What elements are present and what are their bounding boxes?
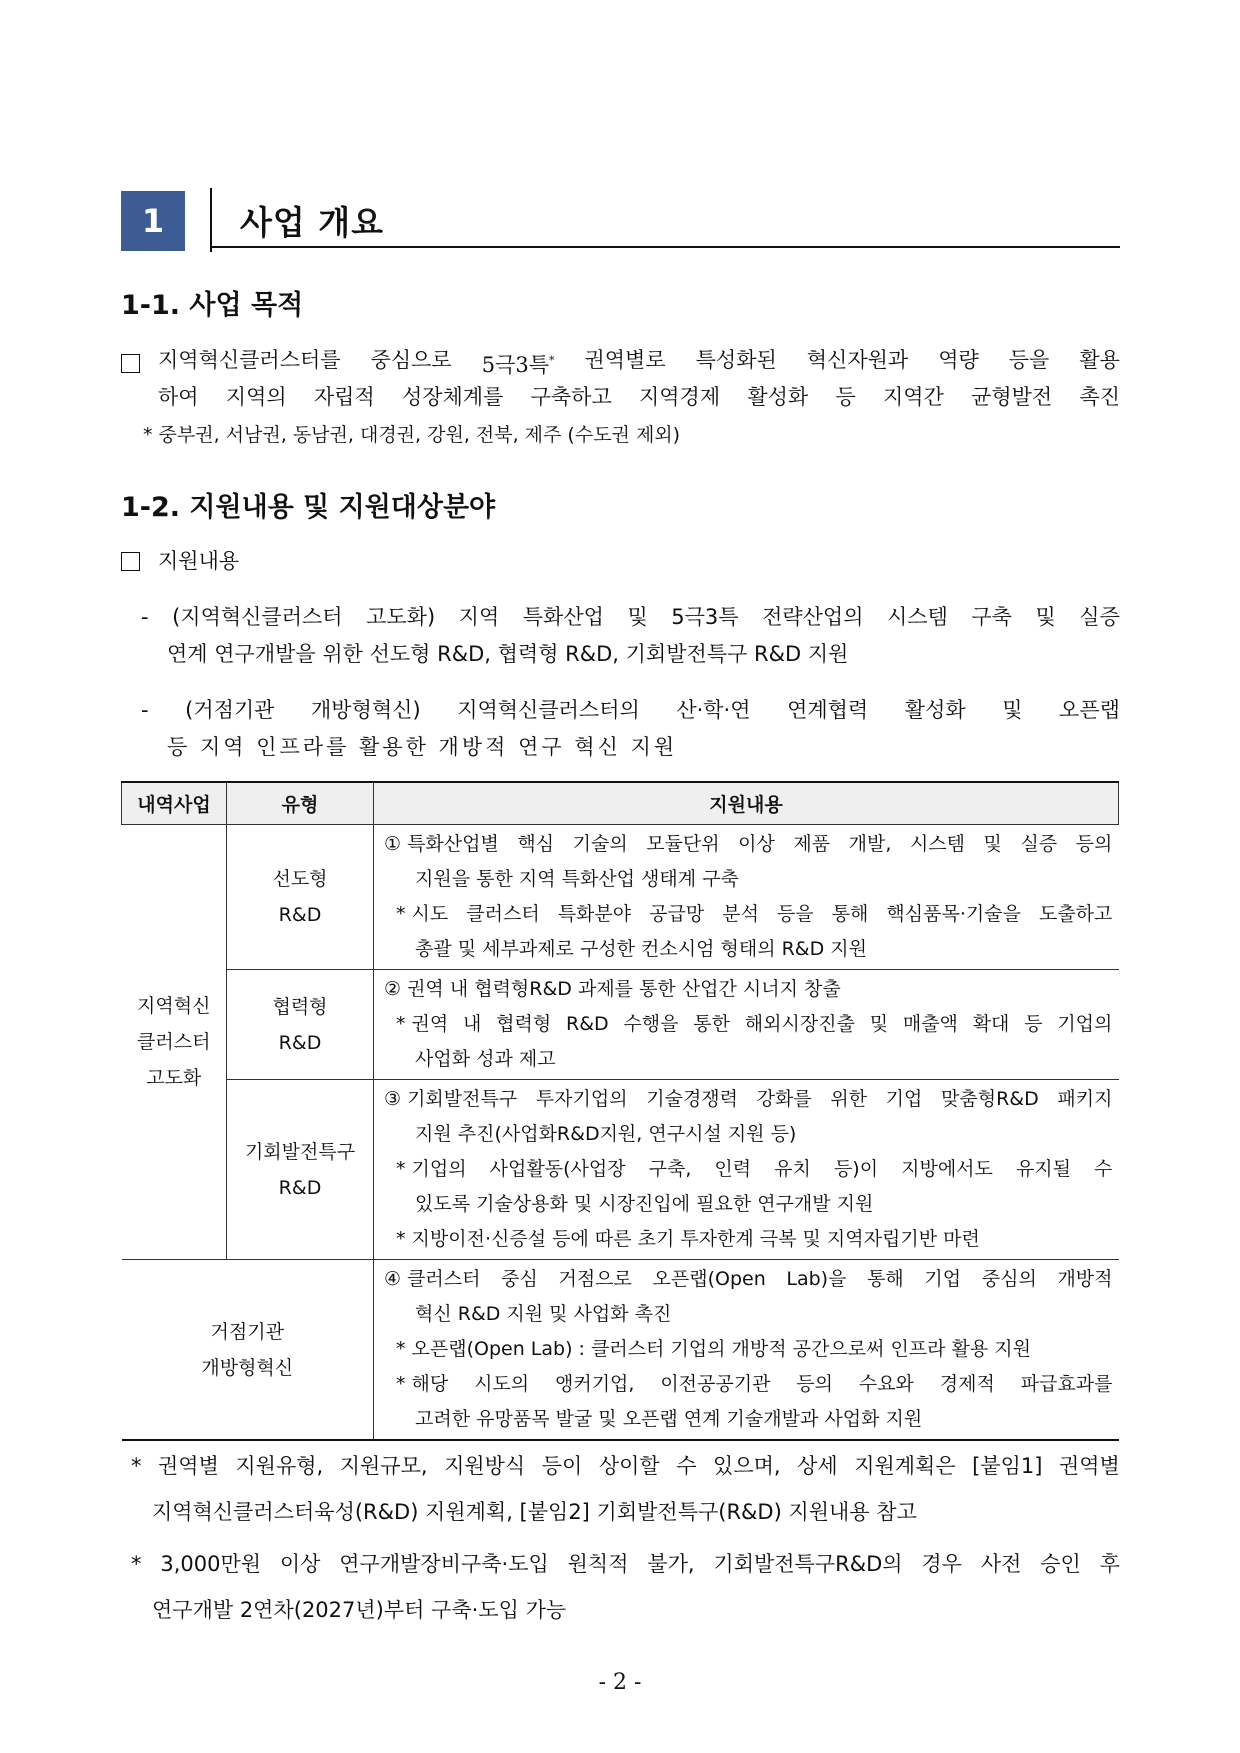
type-cell-cooperative: 협력형 R&D [227, 970, 374, 1080]
support-dash-1-line-1: - (지역혁신클러스터 고도화) 지역 특화산업 및 5극3특 전략산업의 시스템 구축 및 실증 [141, 605, 1120, 629]
section-number-box [121, 191, 185, 251]
checkbox-bullet [121, 552, 140, 571]
table-header-type: 유형 [227, 782, 374, 825]
section-divider [210, 188, 212, 252]
table-header-content: 지원내용 [374, 782, 1119, 825]
section-title: 사업 개요 [240, 203, 385, 242]
support-content-label: 지원내용 [158, 549, 240, 573]
group-cell-cluster: 지역혁신 클러스터 고도화 [122, 825, 227, 1260]
type-cell-leading: 선도형 R&D [227, 825, 374, 970]
table-row [122, 1080, 1119, 1260]
subsection-title-purpose: 1-1. 사업 목적 [121, 290, 304, 321]
table-header-program: 내역사업 [122, 782, 227, 825]
content-cell-cooperative: ② 권역 내 협력형R&D 과제를 통한 산업간 시너지 창출 * 권역 내 협력형 R&D 수행을 통한 해외시장진출 및 매출액 확대 등 기업의 사업화 성과 제고 [374, 970, 1119, 1080]
content-cell-hub: ④ 클러스터 중심 거점으로 오픈랩(Open Lab)을 통해 기업 중심의 개방적 혁신 R&D 지원 및 사업화 촉진 * 오픈랩(Open Lab) : 클러스터 기업의 개방적 공간으로써 인프라 활용 지원 * 해당 시도의 앵커기업, 이전공공기관 등의 수요와 경제적 파급효과를 고려한 유망품목 발굴 및 오픈랩 연계 기술개발과 사업화 지원 [374, 1260, 1119, 1441]
support-dash-1-line-2: 연계 연구개발을 위한 선도형 R&D, 협력형 R&D, 기회발전특구 R&D 지원 [167, 642, 849, 666]
table-row [122, 825, 1119, 970]
support-dash-2-line-2: 등 지역 인프라를 활용한 개방적 연구 혁신 지원 [167, 735, 678, 759]
subsection-title-support: 1-2. 지원내용 및 지원대상분야 [121, 492, 496, 523]
purpose-footnote: * 중부권, 서남권, 동남권, 대경권, 강원, 전북, 제주 (수도권 제외) [143, 424, 681, 446]
group-cell-hub: 거점기관 개방형혁신 [122, 1260, 374, 1441]
type-cell-opportunity-zone: 기회발전특구 R&D [227, 1080, 374, 1260]
section-underline [212, 246, 1120, 248]
page-number: - 2 - [598, 1670, 642, 1695]
footnote-2-line-1: * 3,000만원 이상 연구개발장비구축·도입 원칙적 불가, 기회발전특구R&D의 경우 사전 승인 후 [131, 1552, 1120, 1576]
footnote-2-line-2: 연구개발 2연차(2027년)부터 구축·도입 가능 [152, 1598, 567, 1622]
section-number: 1 [141, 202, 165, 240]
content-cell-opportunity-zone: ③ 기회발전특구 투자기업의 기술경쟁력 강화를 위한 기업 맞춤형R&D 패키지 지원 추진(사업화R&D지원, 연구시설 지원 등) * 기업의 사업활동(사업장 구축, 인력 유치 등)이 지방에서도 유지될 수 있도록 기술상용화 및 시장진입에 필요한 연구개발 지원 * 지방이전·신증설 등에 따른 초기 투자한계 극복 및 지역자립기반 마련 [374, 1080, 1119, 1260]
support-dash-2-line-1: - (거점기관 개방형혁신) 지역혁신클러스터의 산·학·연 연계협력 활성화 및 오픈랩 [141, 698, 1120, 722]
footnote-1-line-2: 지역혁신클러스터육성(R&D) 지원계획, [붙임2] 기회발전특구(R&D) 지원내용 참고 [152, 1500, 917, 1524]
table-row [122, 1260, 1119, 1441]
table-row [122, 970, 1119, 1080]
checkbox-bullet [121, 354, 140, 373]
support-table [121, 781, 1119, 1441]
footnote-1-line-1: * 권역별 지원유형, 지원규모, 지원방식 등이 상이할 수 있으며, 상세 지원계획은 [붙임1] 권역별 [131, 1454, 1120, 1478]
purpose-line-1: 지역혁신클러스터를 중심으로 5극3특* 권역별로 특성화된 혁신자원과 역량 등을 활용 [158, 348, 1120, 377]
purpose-line-2: 하여 지역의 자립적 성장체계를 구축하고 지역경제 활성화 등 지역간 균형발전 촉진 [158, 385, 1120, 409]
content-cell-leading: ① 특화산업별 핵심 기술의 모듈단위 이상 제품 개발, 시스템 및 실증 등의 지원을 통한 지역 특화산업 생태계 구축 * 시도 클러스터 특화분야 공급망 분석 등을 통해 핵심품목·기술을 도출하고 총괄 및 세부과제로 구성한 컨소시엄 형태의 R&D 지원 [374, 825, 1119, 970]
